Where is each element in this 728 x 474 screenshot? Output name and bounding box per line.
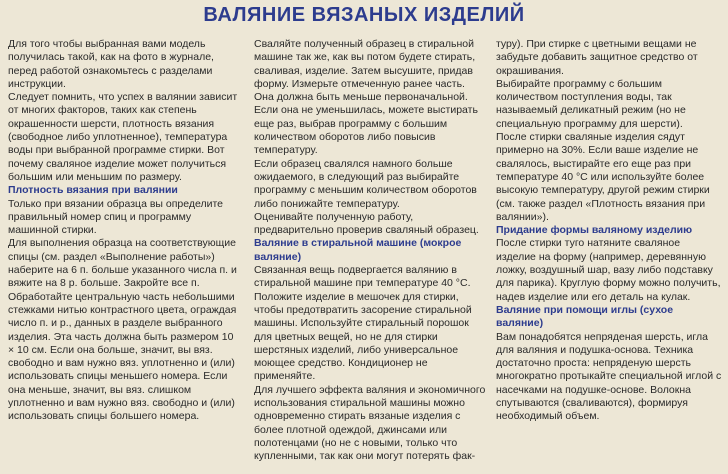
- section-heading: Валяние при помощи иглы (сухое валяние): [496, 303, 674, 330]
- paragraph: После стирки туго натяните сваляное изделие на форму (например, деревянную ложку, воздушный шар, вазу либо подставку для парика). Круглую форму можно получить, надев изделие или его деталь на кулак.: [496, 237, 721, 303]
- section-heading: Валяние в стиральной машине (мокрое валяние): [254, 237, 462, 263]
- paragraph: туру). При стирке с цветными вещами не забудьте добавить защитное средство от окрашивания.: [496, 38, 698, 77]
- paragraph: Если она не уменьшилась, можете выстирать еще раз, выбрав программу с большим количеством оборотов либо повысив температуру.: [254, 104, 478, 157]
- page-title: ВАЛЯНИЕ ВЯЗАНЫХ ИЗДЕЛИЙ: [203, 4, 525, 26]
- paragraph: После стирки сваляные изделия сядут примерно на 30%. Если ваше изделие не свалялось, выстирайте его еще раз при температуре 40 °С или используйте более высокую температуру, другой режим стирки (см. также раздел «Плотность вязания при валянии»).: [496, 131, 710, 223]
- paragraph: Только при вязании образца вы определите правильный номер спиц и программу машинной стирки.: [8, 197, 223, 237]
- paragraph: Оценивайте полученную работу, предварительно проверив сваляный образец.: [254, 210, 479, 237]
- section-heading: Придание формы валяному изделию: [496, 224, 693, 237]
- column-1: [8, 38, 240, 424]
- column-3: [496, 38, 722, 424]
- paragraph: Для лучшего эффекта валяния и экономичного использования стиральной машины можно одновременно стирать вязаные изделия с более плотной одеждой, джинсами или полотенцами (но не с новыми, только что купленными, так как они могут потерять фак-: [254, 383, 486, 463]
- column-2: [254, 38, 486, 464]
- paragraph: Сваляйте полученный образец в стиральной машине так же, как вы потом будете стирать, сваливая, изделие. Затем высушите, придав форму. Измерьте отмеченную ранее часть. Она должна быть меньше первоначальной.: [254, 38, 476, 104]
- paragraph: Вам понадобятся непряденая шерсть, игла для валяния и подушка-основа. Техника достаточно проста: непряденую шерсть многократно протыкайте специальной иглой с насечками на подушке-основе. Волокна спутываются (сваливаются), формируя необходимый объем.: [496, 330, 722, 423]
- paragraph: Выбирайте программу с большим количеством поступления воды, так называемый деликатный режим (но не специальную программу для шерсти).: [496, 77, 686, 130]
- paragraph: Следует помнить, что успех в валянии зависит от многих факторов, таких как степень окрашенности шерсти, плотность вязания (свободное либо уплотненное), температура воды при выбранной программе стирки. Вот почему сваляное изделие может получиться большим или меньшим по размеру.: [8, 91, 238, 183]
- paragraph: Для того чтобы выбранная вами модель получилась такой, как на фото в журнале, перед работой ознакомьтесь с разделами инструкции.: [8, 38, 214, 90]
- paragraph: Если образец свалялся намного больше ожидаемого, в следующий раз выбирайте программу с меньшим количеством оборотов либо понижайте температуру.: [254, 157, 477, 210]
- paragraph: Для выполнения образца на соответствующие спицы (см. раздел «Выполнение работы») наберите на 6 п. больше указанного числа п. и вяжите на 8 р. больше. Закройте все п. Обработайте центральную часть небольшими стежками нитью контрастного цвета, ограждая число п. и р., данных в разделе выбранного изделия. Эта часть должна быть размером 10 × 10 см. Если она больше, значит, вы вяз. свободно и вам нужно вяз. уплотненно и (или) использовать спицы меньшего номера. Если она меньше, значит, вы вяз. слишком уплотненно и вам нужно вяз. свободно и (или) использовать спицы большего номера.: [8, 237, 237, 423]
- paragraph: Связанная вещь подвергается валянию в стиральной машине при температуре 40 °С. Положите изделие в мешочек для стирки, чтобы предотвратить засорение стиральной машины. Используйте стиральный порошок для цветных вещей, но не для стирки шерстяных изделий, либо универсальное моющее средство. Кондиционер не применяйте.: [254, 264, 472, 383]
- section-heading: Плотность вязания при валянии: [8, 184, 178, 197]
